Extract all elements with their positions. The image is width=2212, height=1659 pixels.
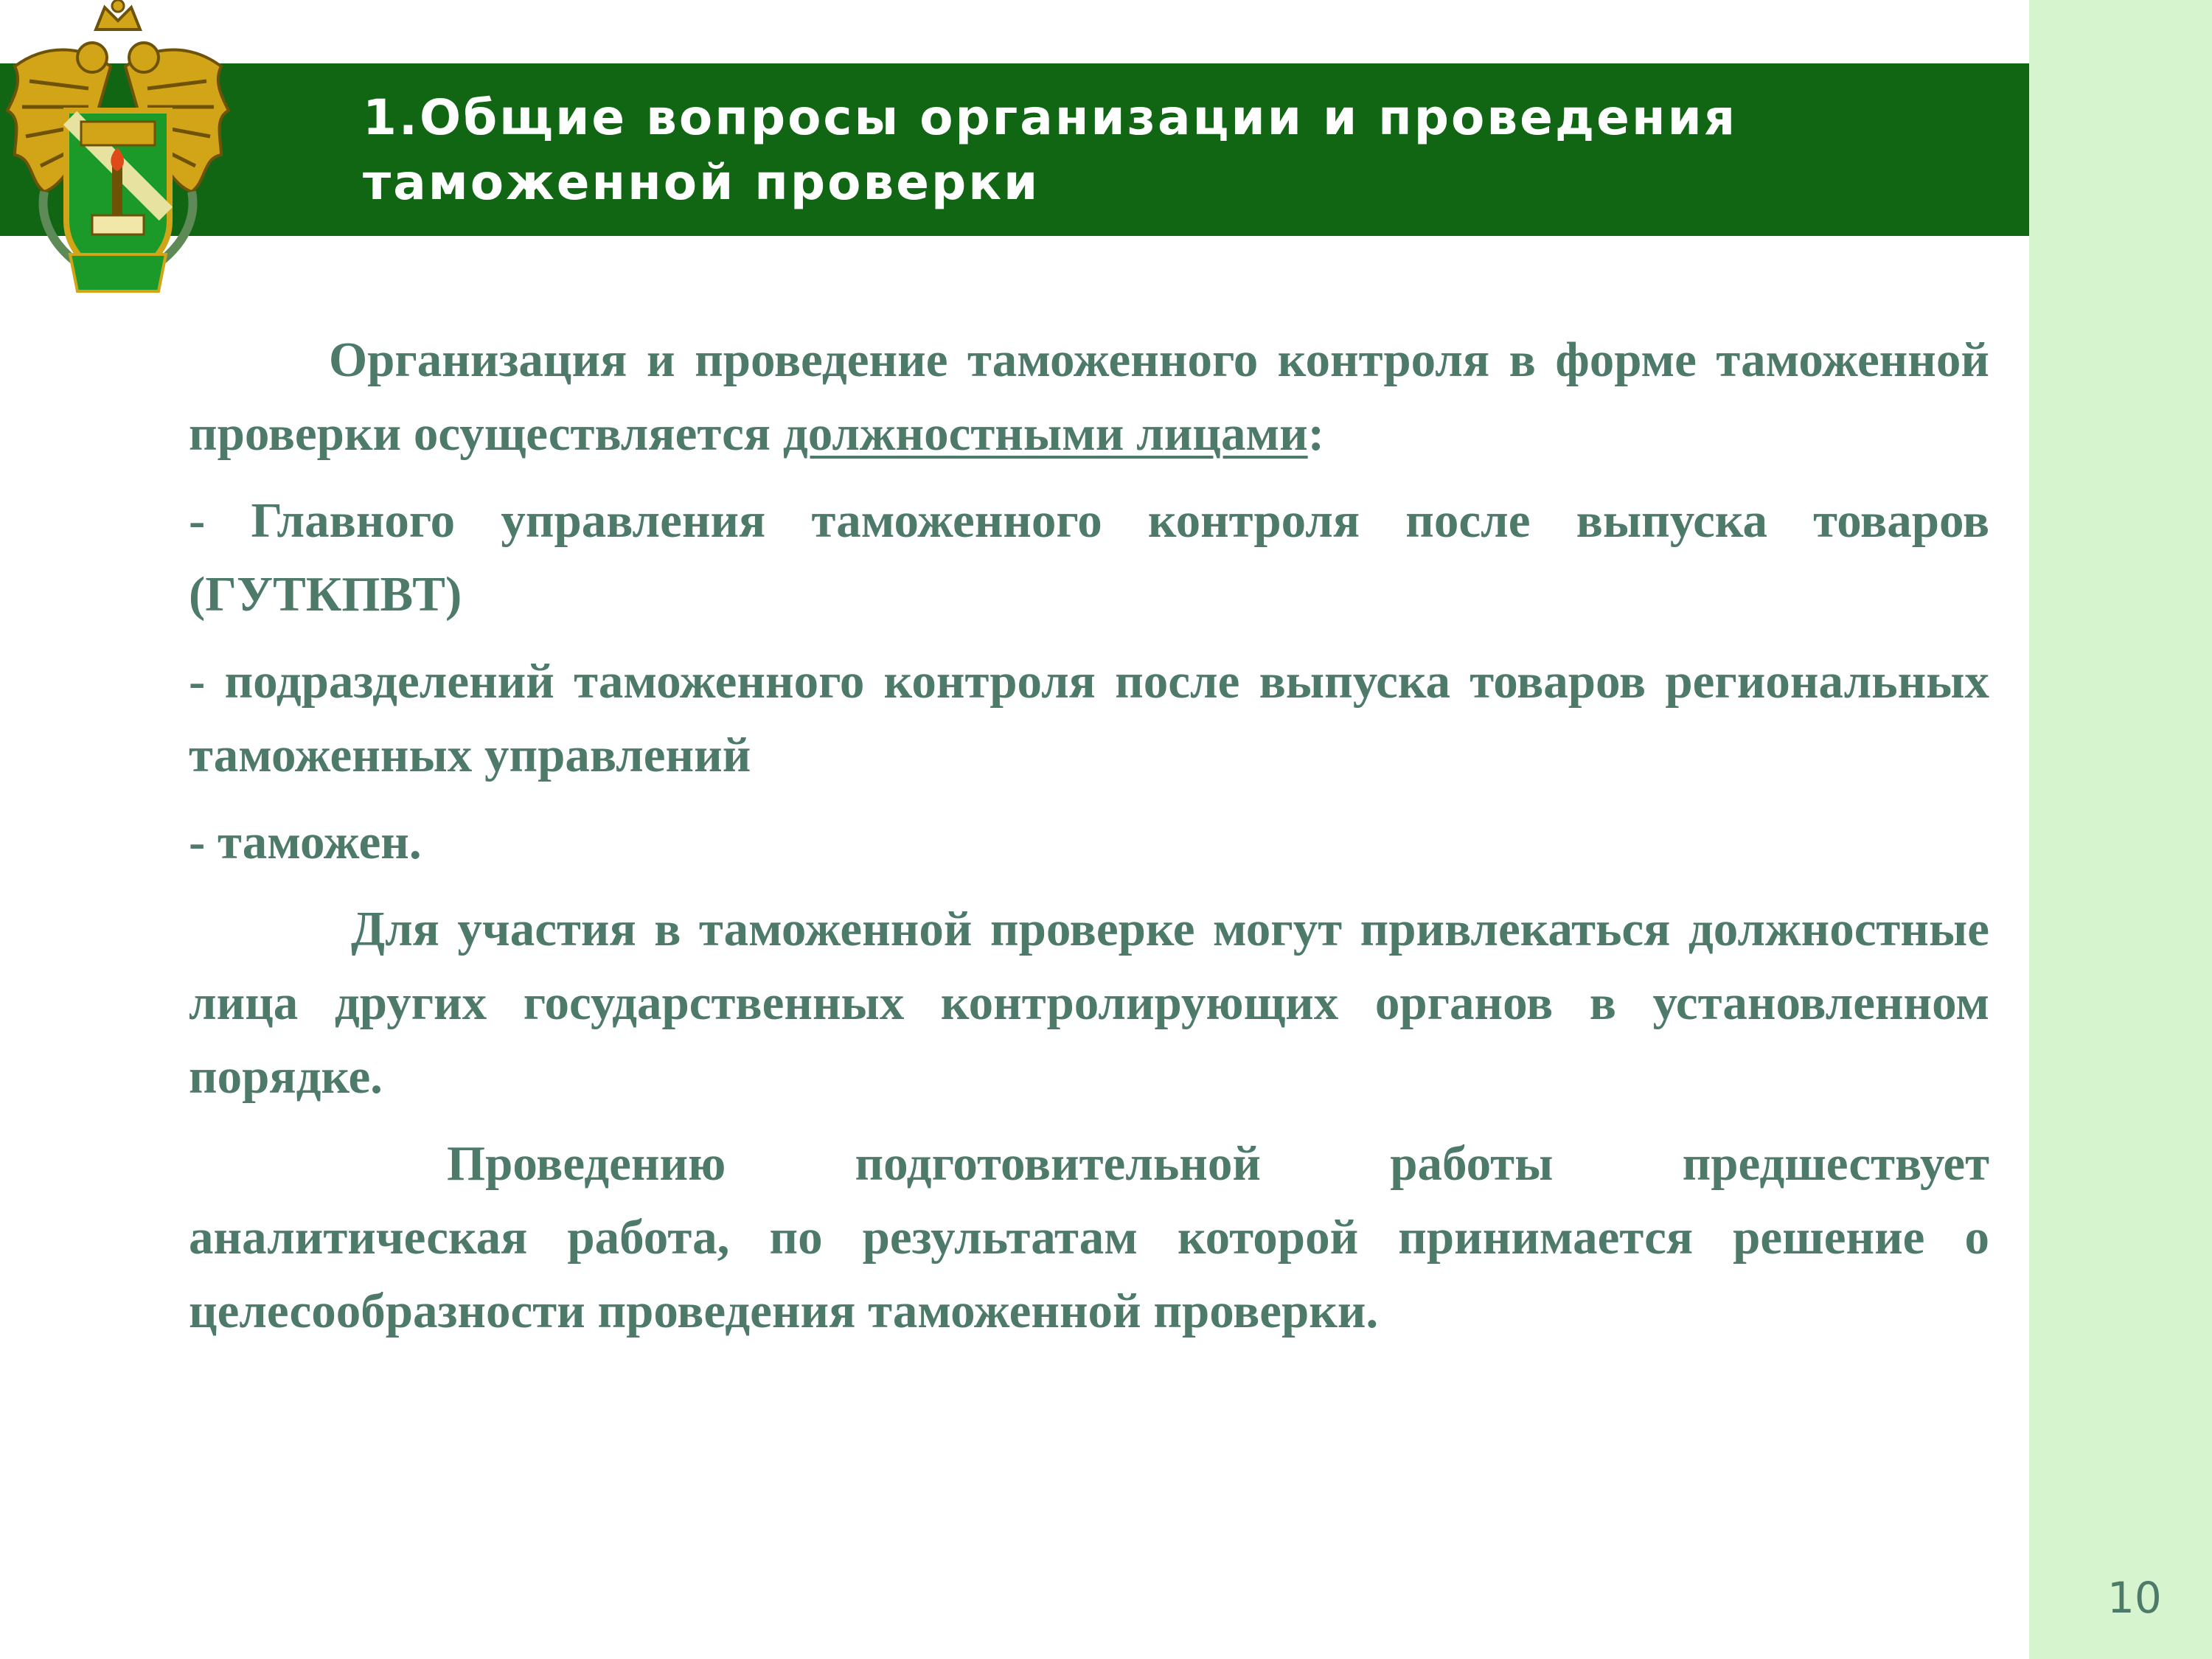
list-item-regional-divisions: - подразделений таможенного контроля после выпуска товаров региональных таможенных управлений: [189, 654, 1989, 782]
right-decorative-stripe: [2029, 0, 2212, 1659]
paragraph-organization-text: Организация и проведение таможенного контроля в форме таможенной проверки осуществляется: [189, 333, 1989, 461]
page-number: 10: [2107, 1573, 2162, 1623]
list-item-main-directorate: - Главного управления таможенного контроля после выпуска товаров (ГУТКПВТ): [189, 493, 1989, 622]
colon: :: [1307, 406, 1324, 461]
customs-emblem-icon: [0, 0, 236, 295]
underlined-officials: должностными лицами: [782, 406, 1308, 461]
list-item-customs: - таможен.: [189, 815, 422, 869]
slide-body: [189, 323, 1989, 1361]
paragraph-participation: Для участия в таможенной проверке могут привлекаться должностные лица других государственных контролирующих органов в установленном порядке.: [189, 902, 1989, 1104]
slide-title: 1.Общие вопросы организации и проведения таможенной проверки: [363, 89, 1738, 211]
paragraph-preparation: Проведению подготовительной работы предшествует аналитическая работа, по результатам которой принимается решение о целесообразности проведения таможенной проверки.: [189, 1136, 1989, 1338]
paragraph-organization: [189, 323, 1989, 470]
